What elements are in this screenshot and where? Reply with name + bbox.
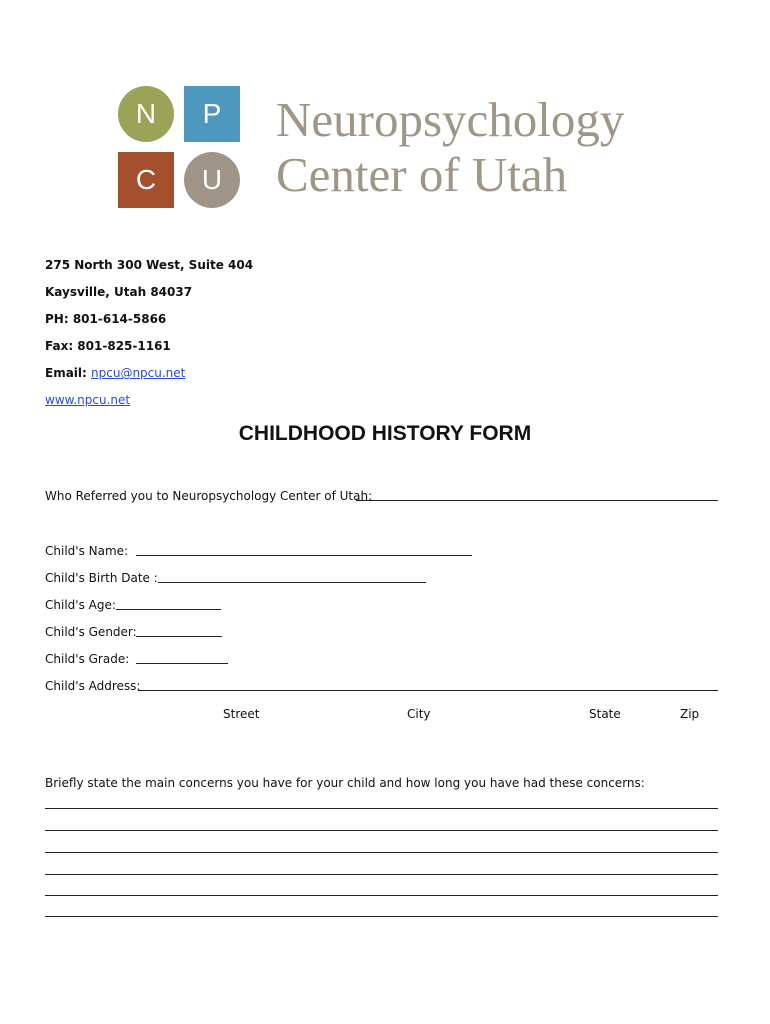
concerns-line[interactable]: [45, 874, 718, 875]
logo-tile-n: N: [118, 86, 174, 142]
child-name-blank[interactable]: [136, 555, 472, 556]
fax-number: Fax: 801-825-1161: [45, 339, 171, 353]
npcu-logo: [118, 86, 678, 212]
child-name-label: Child's Name:: [45, 544, 129, 558]
address-zip-caption: Zip: [680, 707, 700, 721]
email-link[interactable]: npcu@npcu.net: [91, 366, 186, 380]
concerns-line[interactable]: [45, 916, 718, 917]
child-age-blank[interactable]: [116, 609, 221, 610]
logo-tile-c: C: [118, 152, 174, 208]
phone-number: PH: 801-614-5866: [45, 312, 167, 326]
referred-blank[interactable]: [356, 500, 718, 501]
concerns-line[interactable]: [45, 808, 718, 809]
concerns-label: Briefly state the main concerns you have for your child and how long you have had these concerns:: [45, 776, 645, 790]
concerns-line[interactable]: [45, 895, 718, 896]
child-grade-label: Child's Grade:: [45, 652, 130, 666]
referred-label: Who Referred you to Neuropsychology Center of Utah:: [45, 489, 373, 503]
logo-tile-u: U: [184, 152, 240, 208]
child-address-blank[interactable]: [138, 690, 718, 691]
child-gender-label: Child's Gender:: [45, 625, 137, 639]
address-state-caption: State: [589, 707, 621, 721]
contact-block: [45, 256, 253, 418]
address-line-1: 275 North 300 West, Suite 404: [45, 258, 254, 272]
email-line: [45, 364, 253, 391]
concerns-line[interactable]: [45, 830, 718, 831]
child-birth-date-blank[interactable]: [158, 582, 426, 583]
child-address-label: Child's Address:: [45, 679, 141, 693]
website-link[interactable]: www.npcu.net: [45, 393, 131, 407]
child-gender-blank[interactable]: [136, 636, 222, 637]
email-label: Email:: [45, 366, 87, 380]
child-birth-date-label: Child's Birth Date :: [45, 571, 158, 585]
logo-name-line2: Center of Utah: [276, 147, 568, 202]
logo-tile-p: P: [184, 86, 240, 142]
address-line-2: Kaysville, Utah 84037: [45, 285, 193, 299]
child-grade-blank[interactable]: [136, 663, 228, 664]
form-title: CHILDHOOD HISTORY FORM: [238, 422, 532, 445]
website-line: [45, 391, 253, 418]
logo-wordmark: [276, 92, 624, 202]
address-city-caption: City: [407, 707, 431, 721]
address-street-caption: Street: [223, 707, 260, 721]
logo-name-line1: Neuropsychology: [276, 92, 625, 147]
child-age-label: Child's Age:: [45, 598, 116, 612]
concerns-line[interactable]: [45, 852, 718, 853]
